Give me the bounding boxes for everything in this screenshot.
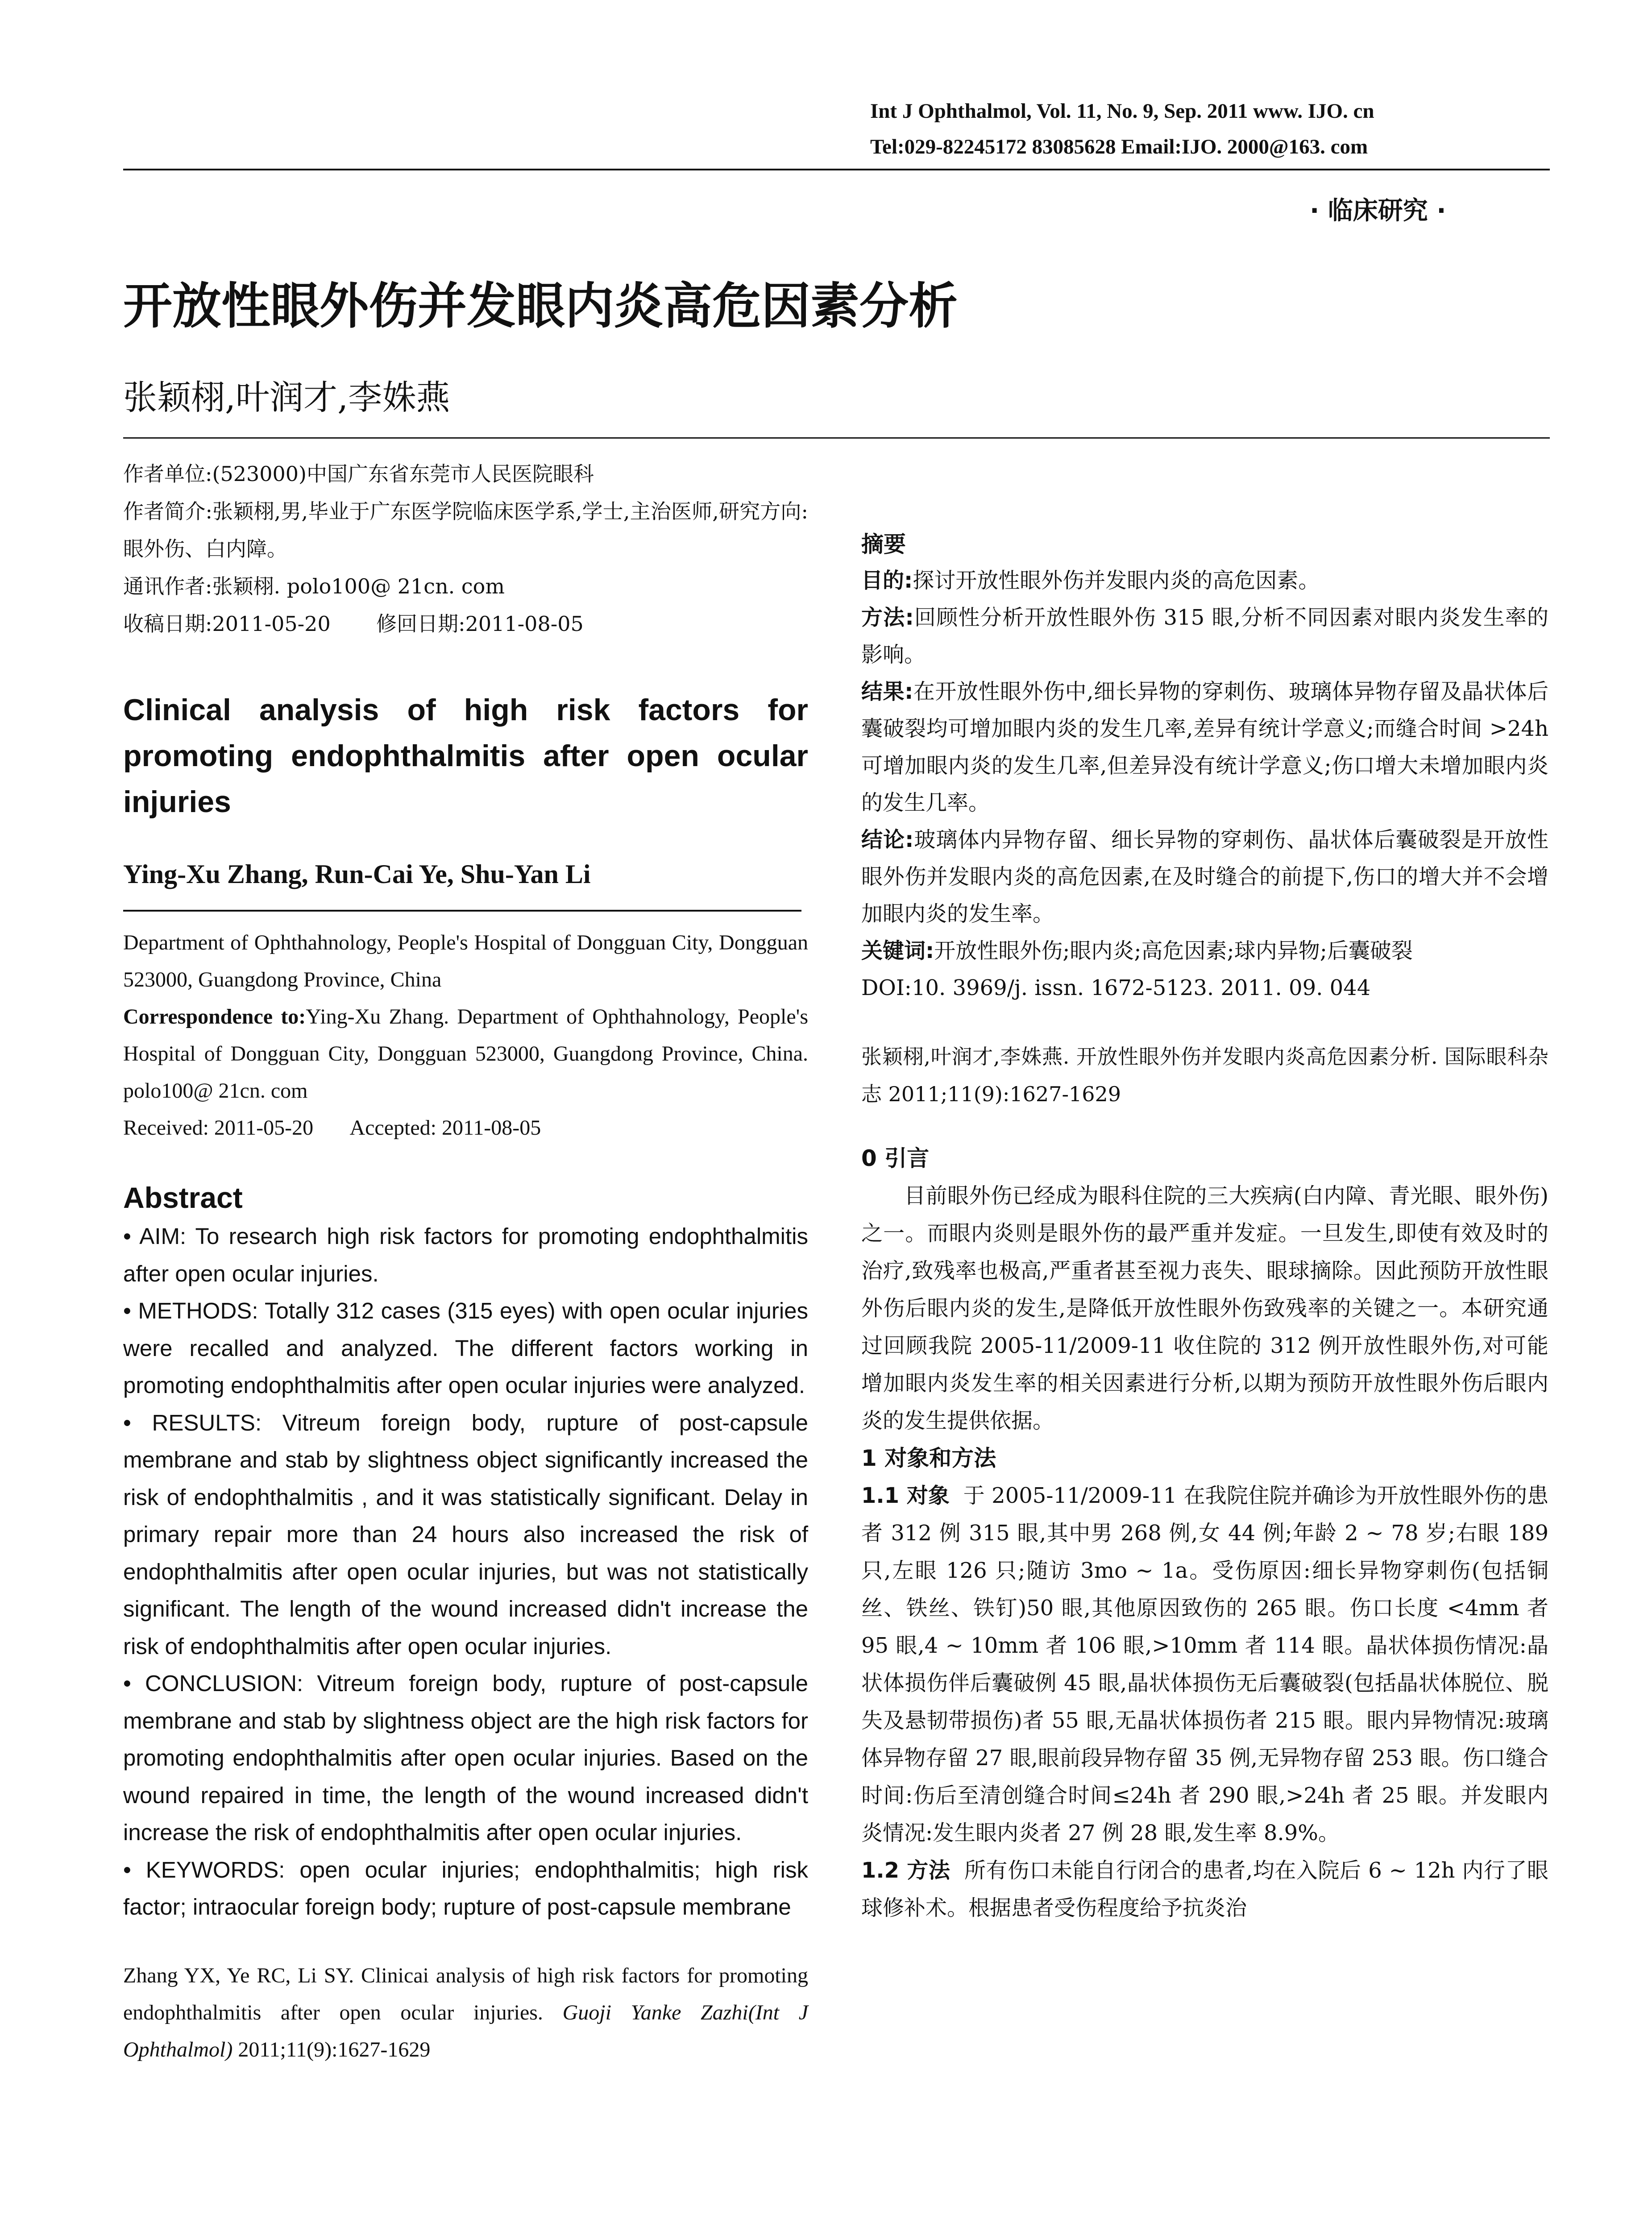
header-rule: [123, 169, 1550, 170]
abstract-heading: Abstract: [123, 1181, 243, 1214]
cn-citation: 张颖栩,叶润才,李姝燕. 开放性眼外伤并发眼内炎高危因素分析. 国际眼科杂志 2011;11(9):1627-1629: [861, 1045, 1548, 1106]
correspondence-text: Ying-Xu Zhang. Department of Ophthahnology, People's Hospital of Dongguan City, Dongguan 523000, Guangdong Province, China. polo100@ 21cn. com: [123, 1005, 808, 1103]
abstract-methods: [123, 1292, 808, 1404]
corresponding-author: 通讯作者:张颖栩. polo100@ 21cn. com: [123, 574, 505, 598]
abstract-results: [123, 1404, 808, 1665]
left-column: [123, 455, 808, 2068]
cn-results-text: 在开放性眼外伤中,细长异物的穿刺伤、玻璃体异物存留及晶状体后囊破裂均可增加眼内炎的发生几率,差异有统计学意义;而缝合时间 >24h 可增加眼内炎的发生几率,但差异没有统计学意义;伤口增大未增加眼内炎的发生几率。: [861, 679, 1548, 815]
cn-conclusion-label: 结论:: [861, 827, 914, 852]
body-text: [861, 1177, 1548, 1927]
cn-methods: [861, 599, 1548, 673]
english-affiliation: Department of Ophthahnology, People's Hospital of Dongguan City, Dongguan 523000, Guangdong Province, China: [123, 931, 808, 991]
results-text: Vitreum foreign body, rupture of post-capsule membrane and stab by slightness object significantly increased the risk of endophthalmitis , and it was statistically significant. Delay in primary repair more than 24 hours also increased the risk of endophthalmitis after open ocular injuries, but was not statistically significant. The length of the wound increased didn't increase the risk of endophthalmitis after open ocular injuries.: [123, 1410, 809, 1659]
cn-results-label: 结果:: [861, 679, 913, 704]
cn-aim-label: 目的:: [861, 568, 913, 593]
s11-label: 1.1 对象: [861, 1483, 950, 1508]
citation-journal: Guoji Yanke Zazhi(Int J Ophthalmol): [123, 2000, 808, 2061]
abstract-cn: [861, 562, 1548, 1007]
abstract-keywords: [123, 1851, 808, 1926]
cn-doi: DOI:10. 3969/j. issn. 1672-5123. 2011. 09. 044: [861, 975, 1371, 1000]
s12-text: 所有伤口未能自行闭合的患者,均在入院后 6 ~ 12h 内行了眼球修补术。根据患者受伤程度给予抗炎治: [861, 1858, 1548, 1920]
keywords-label: • KEYWORDS:: [123, 1857, 285, 1883]
methods-text: Totally 312 cases (315 eyes) with open ocular injuries were recalled and analyzed. The different factors working in promoting endophthalmitis after open ocular injuries were analyzed.: [123, 1298, 809, 1398]
author-unit: 作者单位:(523000)中国广东省东莞市人民医院眼科: [123, 462, 594, 486]
cn-conclusion-text: 玻璃体内异物存留、细长异物的穿刺伤、晶状体后囊破裂是开放性眼外伤并发眼内炎的高危因素,在及时缝合的前提下,伤口的增大并不会增加眼内炎的发生率。: [861, 827, 1548, 926]
conclusion-label: • CONCLUSION:: [123, 1671, 303, 1696]
contact-line: Tel:029-82245172 83085628 Email:IJO. 2000@163. com: [870, 135, 1368, 158]
cn-aim: [861, 562, 1548, 599]
intro-heading: 0 引言: [861, 1145, 930, 1171]
cn-keywords-label: 关键词:: [861, 938, 934, 963]
correspondence: [123, 998, 808, 1109]
abstract-aim: [123, 1218, 808, 1292]
abstract-conclusion: [123, 1665, 808, 1851]
section-1-2: [861, 1852, 1548, 1927]
meta-cn: [123, 455, 808, 643]
authors-cn: 张颖栩,叶润才,李姝燕: [123, 377, 450, 417]
conclusion-text: Vitreum foreign body, rupture of post-capsule membrane and stab by slightness object are the high risk factors for promoting endophthalmitis after open ocular injuries. Based on the wound repaired in time, the length of the wound increased didn't increase the risk of endophthalmitis after open ocular injuries.: [123, 1671, 808, 1845]
citation-end: 2011;11(9):1627-1629: [238, 2037, 431, 2061]
intro-paragraph: 目前眼外伤已经成为眼科住院的三大疾病(白内障、青光眼、眼外伤)之一。而眼内炎则是眼外伤的最严重并发症。一旦发生,即使有效及时的治疗,致残率也极高,严重者甚至视力丧失、眼球摘除。因此预防开放性眼外伤后眼内炎的发生,是降低开放性眼外伤致残率的关键之一。本研究通过回顾我院 2005-11/2009-11 收住院的 312 例开放性眼外伤,对可能增加眼内炎发生率的相关因素进行分析,以期为预防开放性眼外伤后眼内炎的发生提供依据。: [861, 1183, 1548, 1433]
methods-label: • METHODS:: [123, 1298, 258, 1323]
cn-aim-text: 探讨开放性眼外伤并发眼内炎的高危因素。: [913, 568, 1320, 593]
results-label: • RESULTS:: [123, 1410, 262, 1435]
article-title-cn: 开放性眼外伤并发眼内炎高危因素分析: [123, 278, 958, 335]
cn-keywords: [861, 933, 1548, 970]
abstract-cn-heading: 摘要: [861, 531, 906, 557]
aim-label: • AIM:: [123, 1223, 187, 1249]
citation-start: Zhang YX, Ye RC, Li SY. Clinicai analysis of high risk factors for promoting endophthalmitis after open ocular injuries.: [123, 1963, 808, 2024]
received-accepted: Received: 2011-05-20 Accepted: 2011-08-05: [123, 1116, 541, 1140]
cn-results: [861, 673, 1548, 821]
english-title: Clinical analysis of high risk factors for promoting endophthalmitis after open ocular injuries: [123, 693, 808, 819]
english-abstract: [123, 1218, 808, 1926]
keywords-text: open ocular injuries; endophthalmitis; high risk factor; intraocular foreign body; rupture of post-capsule membrane: [123, 1857, 808, 1920]
cn-conclusion: [861, 821, 1548, 933]
s12-label: 1.2 方法: [861, 1858, 951, 1883]
english-authors: Ying-Xu Zhang, Run-Cai Ye, Shu-Yan Li: [123, 859, 591, 889]
section1-heading: 1 对象和方法: [861, 1445, 996, 1471]
cn-methods-label: 方法:: [861, 605, 914, 630]
author-bio: 作者简介:张颖栩,男,毕业于广东医学院临床医学系,学士,主治医师,研究方向:眼外伤、白内障。: [123, 499, 808, 561]
section-1-1: [861, 1477, 1548, 1852]
authors-rule: [123, 910, 801, 912]
s11-text: 于 2005-11/2009-11 在我院住院并确诊为开放性眼外伤的患者 312 例 315 眼,其中男 268 例,女 44 例;年龄 2 ~ 78 岁;右眼 189 只,左眼 126 只;随访 3mo ~ 1a。受伤原因:细长异物穿刺伤(包括铜丝、铁丝、铁钉)50 眼,其他原因致伤的 265 眼。伤口长度 <4mm 者 95 眼,4 ~ 10mm 者 106 眼,>10mm 者 114 眼。晶状体损伤情况:晶状体损伤伴后囊破例 45 眼,晶状体损伤无后囊破裂(包括晶状体脱位、脱失及悬韧带损伤)者 55 眼,无晶状体损伤者 215 眼。眼内异物情况:玻璃体异物存留 27 眼,眼前段异物存留 35 例,无异物存留 253 眼。伤口缝合时间:伤后至清创缝合时间≤24h 者 290 眼,>24h 者 25 眼。并发眼内炎情况:发生眼内炎者 27 例 28 眼,发生率 8.9%。: [861, 1483, 1548, 1845]
journal-line: Int J Ophthalmol, Vol. 11, No. 9, Sep. 2011 www. IJO. cn: [870, 100, 1374, 123]
aim-text: To research high risk factors for promoting endophthalmitis after open ocular injuries.: [123, 1223, 808, 1286]
cn-methods-text: 回顾性分析开放性眼外伤 315 眼,分析不同因素对眼内炎发生率的影响。: [861, 605, 1548, 667]
english-affiliation-block: [123, 924, 808, 1146]
cn-keywords-text: 开放性眼外伤;眼内炎;高危因素;球内异物;后囊破裂: [934, 938, 1413, 963]
title-rule: [123, 437, 1550, 439]
english-citation: [123, 1957, 808, 2068]
right-column: [861, 527, 1548, 1927]
section-tag: · 临床研究 ·: [1310, 196, 1446, 225]
correspondence-label: Correspondence to:: [123, 1005, 306, 1028]
received-dates-cn: 收稿日期:2011-05-20 修回日期:2011-08-05: [123, 612, 584, 636]
